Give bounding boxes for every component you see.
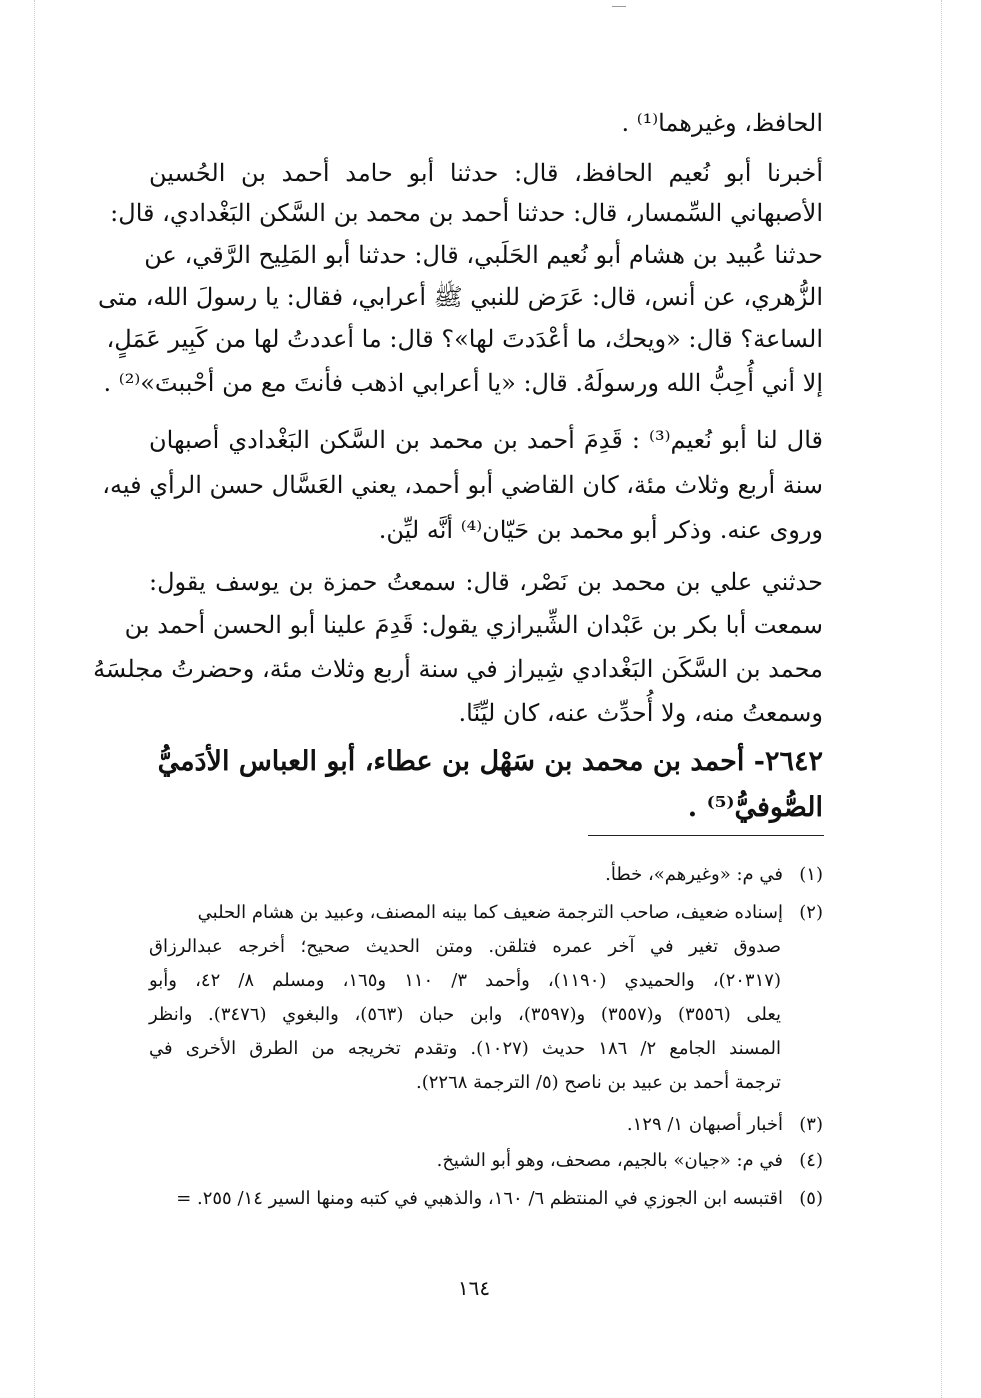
footnote-continuation: المسند الجامع ٢/ ١٨٦ حديث (١٠٢٧). وتقدم تخريجه من الطرق الأخرى في <box>149 1038 782 1059</box>
entry-heading: ٢٦٤٢- أحمد بن محمد بن سَهْل بن عطاء، أبو العباس الأدَميُّ <box>157 746 823 777</box>
footnote <box>149 900 823 926</box>
footnote-text: في م: «جيان» بالجيم، مصحف، وهو أبو الشيخ. <box>436 1150 783 1171</box>
footnote-number: (٣) <box>799 1114 823 1135</box>
footnote <box>149 862 823 888</box>
body-line: أخبرنا أبو نُعيم الحافظ، قال: حدثنا أبو حامد أحمد بن الحُسين <box>149 159 823 187</box>
body-line: قال لنا أبو نُعيم⁽³⁾ : قَدِمَ أحمد بن محمد بن السَّكن البَغْدادي أصبهان <box>149 426 823 454</box>
footnote-text: في م: «وغيرهم»، خطأ. <box>605 864 783 885</box>
footnote-text: أخبار أصبهان ١/ ١٢٩. <box>626 1114 783 1135</box>
footnote-continuation: صدوق تغير في آخر عمره فتلقن. ومتن الحديث صحيح؛ أخرجه عبدالرزاق <box>149 936 781 957</box>
footnote-continuation: (٢٠٣١٧)، والحميدي (١١٩٠)، وأحمد ٣/ ١١٠ و١٦٥، ومسلم ٨/ ٤٢، وأبو <box>149 970 781 991</box>
top-edge-mark <box>612 6 626 7</box>
body-line: الأصبهاني السِّمسار، قال: حدثنا أحمد بن محمد بن السَّكن البَغْدادي، قال: <box>110 199 823 227</box>
footnote-continuation: يعلى (٣٥٥٦) و(٣٥٥٧) و(٣٥٩٧)، وابن حبان (٥٦٣)، والبغوي (٣٤٧٦). وانظر <box>149 1004 782 1025</box>
right-margin-guide <box>941 0 943 1398</box>
footnote-text: إسناده ضعيف، صاحب الترجمة ضعيف كما بينه المصنف، وعبيد بن هشام الحلبي <box>197 902 783 923</box>
body-line: وروى عنه. وذكر أبو محمد بن حَيّان⁽⁴⁾ أنَّه ليِّن. <box>378 516 823 544</box>
footnote <box>149 1112 823 1138</box>
body-line: حدثني علي بن محمد بن نَصْر، قال: سمعتُ حمزة بن يوسف يقول: <box>149 568 823 596</box>
body-line: وسمعتُ منه، ولا أُحدِّث عنه، كان ليِّنًا. <box>458 699 823 727</box>
body-line: الحافظ، وغيرهما⁽¹⁾ . <box>621 109 823 137</box>
footnote-text: اقتبسه ابن الجوزي في المنتظم ٦/ ١٦٠، والذهبي في كتبه ومنها السير ١٤/ ٢٥٥. = <box>176 1188 783 1209</box>
body-line: الزُّهري، عن أنس، قال: عَرَض للنبي ﷺ أعرابي، فقال: يا رسولَ الله، متى <box>97 283 823 311</box>
footnote-number: (١) <box>799 864 823 885</box>
body-line: سنة أربع وثلاث مئة، كان القاضي أبو أحمد، يعني العَسَّال حسن الرأي فيه، <box>102 471 823 499</box>
left-margin-guide <box>34 0 36 1398</box>
body-line: حدثنا عُبيد بن هشام أبو نُعيم الحَلَبي، قال: حدثنا أبو المَلِيح الرَّقي، عن <box>144 241 823 269</box>
body-line: محمد بن السَّكَن البَغْدادي شِيراز في سنة أربع وثلاث مئة، وحضرتُ مجلسَهُ <box>93 655 823 683</box>
page-number: ١٦٤ <box>457 1276 491 1300</box>
body-line: إلا أني أُحِبُّ الله ورسولَهُ. قال: «يا أعرابي اذهب فأنتَ مع من أحْببتَ»⁽²⁾ . <box>103 369 823 397</box>
footnote-number: (٥) <box>799 1188 823 1209</box>
footnote-continuation: ترجمة أحمد بن عبيد بن ناصح (٥/ الترجمة ٢٢٦٨). <box>416 1072 781 1093</box>
footnote-number: (٤) <box>799 1150 823 1171</box>
body-line: الساعة؟ قال: «ويحك، ما أعْدَدتَ لها»؟ قال: ما أعددتُ لها من كَبِير عَمَلٍ، <box>106 325 823 353</box>
footnote <box>149 1186 823 1212</box>
entry-heading: الصُّوفيُّ⁽⁵⁾ . <box>687 792 823 823</box>
body-line: سمعت أبا بكر بن عَبْدان الشِّيرازي يقول: قَدِمَ علينا أبو الحسن أحمد بن <box>124 611 823 639</box>
footnote-separator <box>588 835 824 836</box>
footnote-number: (٢) <box>799 902 823 923</box>
footnote <box>149 1148 823 1174</box>
